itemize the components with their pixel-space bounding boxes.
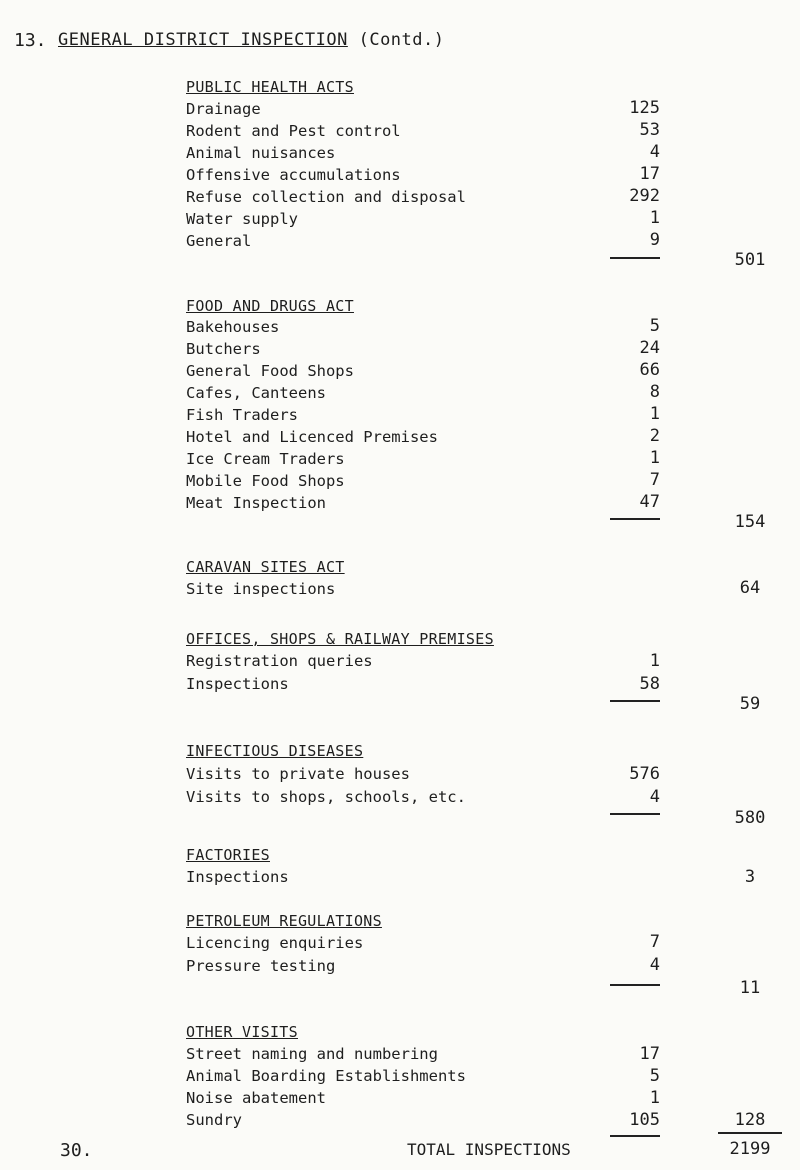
- item-label: Rodent and Pest control: [186, 122, 401, 140]
- subtotal-rule: [610, 257, 660, 259]
- item-label: Drainage: [186, 100, 261, 118]
- item-label: General Food Shops: [186, 362, 354, 380]
- item-label: Refuse collection and disposal: [186, 188, 466, 206]
- footer-page-number: 30.: [60, 1140, 93, 1161]
- subtotal-rule: [610, 518, 660, 520]
- total-rule: [718, 1132, 782, 1134]
- item-value: 53: [639, 120, 660, 140]
- item-value: 24: [639, 338, 660, 358]
- item-label: Animal Boarding Establishments: [186, 1067, 466, 1085]
- item-value: 5: [649, 316, 660, 336]
- item-value: 576: [629, 764, 660, 784]
- item-value: 66: [639, 360, 660, 380]
- section-title: CARAVAN SITES ACT: [186, 558, 345, 576]
- item-value: 4: [649, 142, 660, 162]
- item-label: Bakehouses: [186, 318, 280, 336]
- item-label: Cafes, Canteens: [186, 384, 326, 402]
- item-value: 105: [629, 1110, 660, 1130]
- item-value: 1: [649, 651, 660, 671]
- item-value: 1: [649, 404, 660, 424]
- item-label: Mobile Food Shops: [186, 472, 345, 490]
- section-total: 64: [739, 578, 761, 598]
- item-label: Pressure testing: [186, 957, 336, 975]
- grand-total-label: TOTAL INSPECTIONS: [407, 1140, 571, 1159]
- subtotal-rule: [610, 1135, 660, 1137]
- item-label: Hotel and Licenced Premises: [186, 428, 438, 446]
- section-total: 580: [734, 808, 766, 828]
- section-title: FOOD AND DRUGS ACT: [186, 297, 354, 315]
- item-value: 17: [639, 1044, 660, 1064]
- item-label: Fish Traders: [186, 406, 298, 424]
- item-value: 1: [649, 208, 660, 228]
- heading-suffix: (Contd.): [358, 30, 445, 50]
- section-total: 501: [734, 250, 766, 270]
- item-label: Meat Inspection: [186, 494, 326, 512]
- item-label: Inspections: [186, 868, 289, 886]
- grand-total-value: 2199: [729, 1139, 771, 1159]
- item-value: 47: [639, 492, 660, 512]
- item-value: 7: [649, 932, 660, 952]
- item-value: 292: [629, 186, 660, 206]
- item-value: 125: [629, 98, 660, 118]
- subtotal-rule: [610, 813, 660, 815]
- item-value: 1: [649, 1088, 660, 1108]
- item-value: 4: [649, 955, 660, 975]
- section-total: 3: [744, 867, 756, 887]
- subtotal-rule: [610, 984, 660, 986]
- item-label: General: [186, 232, 252, 250]
- item-value: 5: [649, 1066, 660, 1086]
- section-title: PUBLIC HEALTH ACTS: [186, 78, 354, 96]
- item-value: 9: [649, 230, 660, 250]
- section-total: 154: [734, 512, 766, 532]
- section-total: 128: [734, 1110, 766, 1130]
- section-total: 59: [739, 694, 761, 714]
- heading-title: GENERAL DISTRICT INSPECTION: [58, 30, 348, 50]
- section-title: OFFICES, SHOPS & RAILWAY PREMISES: [186, 630, 494, 648]
- item-label: Noise abatement: [186, 1089, 326, 1107]
- item-value: 58: [639, 674, 660, 694]
- item-label: Butchers: [186, 340, 261, 358]
- subtotal-rule: [610, 700, 660, 702]
- section-total: 11: [739, 978, 761, 998]
- section-title: INFECTIOUS DISEASES: [186, 742, 364, 760]
- item-value: 7: [649, 470, 660, 490]
- item-value: 1: [649, 448, 660, 468]
- item-value: 8: [649, 382, 660, 402]
- section-title: FACTORIES: [186, 846, 270, 864]
- section-title: OTHER VISITS: [186, 1023, 298, 1041]
- section-title: PETROLEUM REGULATIONS: [186, 912, 382, 930]
- item-label: Ice Cream Traders: [186, 450, 345, 468]
- item-label: Registration queries: [186, 652, 373, 670]
- item-label: Visits to shops, schools, etc.: [186, 788, 466, 806]
- item-label: Licencing enquiries: [186, 934, 364, 952]
- item-label: Visits to private houses: [186, 765, 410, 783]
- item-label: Animal nuisances: [186, 144, 336, 162]
- page-number-top: 13.: [14, 30, 47, 51]
- item-label: Offensive accumulations: [186, 166, 401, 184]
- item-label: Site inspections: [186, 580, 336, 598]
- item-value: 2: [649, 426, 660, 446]
- item-label: Water supply: [186, 210, 298, 228]
- item-value: 17: [639, 164, 660, 184]
- item-label: Inspections: [186, 675, 289, 693]
- item-label: Sundry: [186, 1111, 242, 1129]
- page-heading: [58, 30, 444, 50]
- item-value: 4: [649, 787, 660, 807]
- item-label: Street naming and numbering: [186, 1045, 438, 1063]
